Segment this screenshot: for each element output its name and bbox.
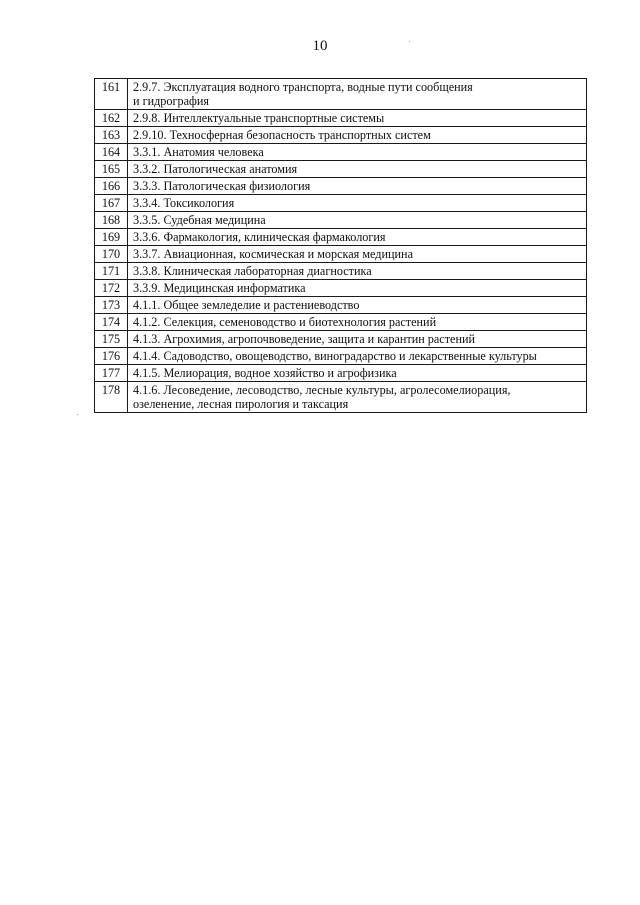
specialty-name-line: и гидрография xyxy=(133,94,210,108)
table-row xyxy=(95,314,587,331)
specialty-name-line: 3.3.8. Клиническая лабораторная диагностика xyxy=(133,264,372,278)
table-row xyxy=(95,280,587,297)
row-number: 161 xyxy=(95,79,128,110)
row-number: 171 xyxy=(95,263,128,280)
specialty-name xyxy=(128,195,587,212)
specialty-name xyxy=(128,178,587,195)
specialty-name-line: 4.1.3. Агрохимия, агропочвоведение, защита и карантин растений xyxy=(133,332,476,346)
specialty-name-line: 2.9.8. Интеллектуальные транспортные системы xyxy=(133,111,385,125)
specialty-name xyxy=(128,229,587,246)
specialty-name-line: озеленение, лесная пирология и таксация xyxy=(133,397,349,411)
row-number: 169 xyxy=(95,229,128,246)
row-number: 167 xyxy=(95,195,128,212)
table-row xyxy=(95,382,587,413)
specialty-name xyxy=(128,212,587,229)
specialty-name-line: 3.3.6. Фармакология, клиническая фармакология xyxy=(133,230,386,244)
table-row xyxy=(95,212,587,229)
specialty-name-line: 2.9.7. Эксплуатация водного транспорта, водные пути сообщения xyxy=(133,80,473,94)
table-row xyxy=(95,178,587,195)
table-row xyxy=(95,144,587,161)
row-number: 165 xyxy=(95,161,128,178)
scan-speck xyxy=(77,414,78,415)
row-number: 174 xyxy=(95,314,128,331)
specialties-table xyxy=(94,78,587,413)
specialty-name xyxy=(128,161,587,178)
row-number: 168 xyxy=(95,212,128,229)
specialty-name-line: 3.3.2. Патологическая анатомия xyxy=(133,162,298,176)
specialty-name xyxy=(128,127,587,144)
specialty-name xyxy=(128,280,587,297)
row-number: 177 xyxy=(95,365,128,382)
specialty-name-line: 3.3.4. Токсикология xyxy=(133,196,235,210)
specialty-name xyxy=(128,365,587,382)
row-number: 164 xyxy=(95,144,128,161)
table-row xyxy=(95,348,587,365)
specialty-name-line: 4.1.5. Мелиорация, водное хозяйство и агрофизика xyxy=(133,366,397,380)
table-row xyxy=(95,297,587,314)
table-row xyxy=(95,195,587,212)
specialty-name-line: 3.3.7. Авиационная, космическая и морская медицина xyxy=(133,247,413,261)
specialty-name xyxy=(128,263,587,280)
row-number: 166 xyxy=(95,178,128,195)
row-number: 163 xyxy=(95,127,128,144)
specialty-name-line: 4.1.2. Селекция, семеноводство и биотехнология растений xyxy=(133,315,437,329)
table-row xyxy=(95,229,587,246)
row-number: 176 xyxy=(95,348,128,365)
specialty-name xyxy=(128,331,587,348)
row-number: 175 xyxy=(95,331,128,348)
specialty-name-line: 4.1.4. Садоводство, овощеводство, виноградарство и лекарственные культуры xyxy=(133,349,537,363)
specialty-name xyxy=(128,348,587,365)
page-number: 10 xyxy=(312,38,328,54)
specialty-name xyxy=(128,382,587,413)
specialty-name-line: 4.1.6. Лесоведение, лесоводство, лесные культуры, агролесомелиорация, xyxy=(133,383,511,397)
scan-speck xyxy=(409,41,410,42)
table-row xyxy=(95,263,587,280)
table-row xyxy=(95,110,587,127)
table-body xyxy=(95,79,587,413)
specialty-name-line: 4.1.1. Общее земледелие и растениеводство xyxy=(133,298,360,312)
specialty-name-line: 3.3.9. Медицинская информатика xyxy=(133,281,306,295)
row-number: 170 xyxy=(95,246,128,263)
row-number: 172 xyxy=(95,280,128,297)
specialty-name xyxy=(128,110,587,127)
table-row xyxy=(95,246,587,263)
table-row xyxy=(95,127,587,144)
table-row xyxy=(95,161,587,178)
specialty-name-line: 3.3.5. Судебная медицина xyxy=(133,213,266,227)
specialty-name xyxy=(128,297,587,314)
row-number: 178 xyxy=(95,382,128,413)
row-number: 162 xyxy=(95,110,128,127)
table-row xyxy=(95,365,587,382)
table-row xyxy=(95,79,587,110)
specialty-name-line: 3.3.1. Анатомия человека xyxy=(133,145,264,159)
row-number: 173 xyxy=(95,297,128,314)
specialty-name-line: 3.3.3. Патологическая физиология xyxy=(133,179,311,193)
table-row xyxy=(95,331,587,348)
specialty-name xyxy=(128,314,587,331)
specialty-name xyxy=(128,246,587,263)
specialty-name-line: 2.9.10. Техносферная безопасность транспортных систем xyxy=(133,128,431,142)
specialty-name xyxy=(128,144,587,161)
specialty-name xyxy=(128,79,587,110)
